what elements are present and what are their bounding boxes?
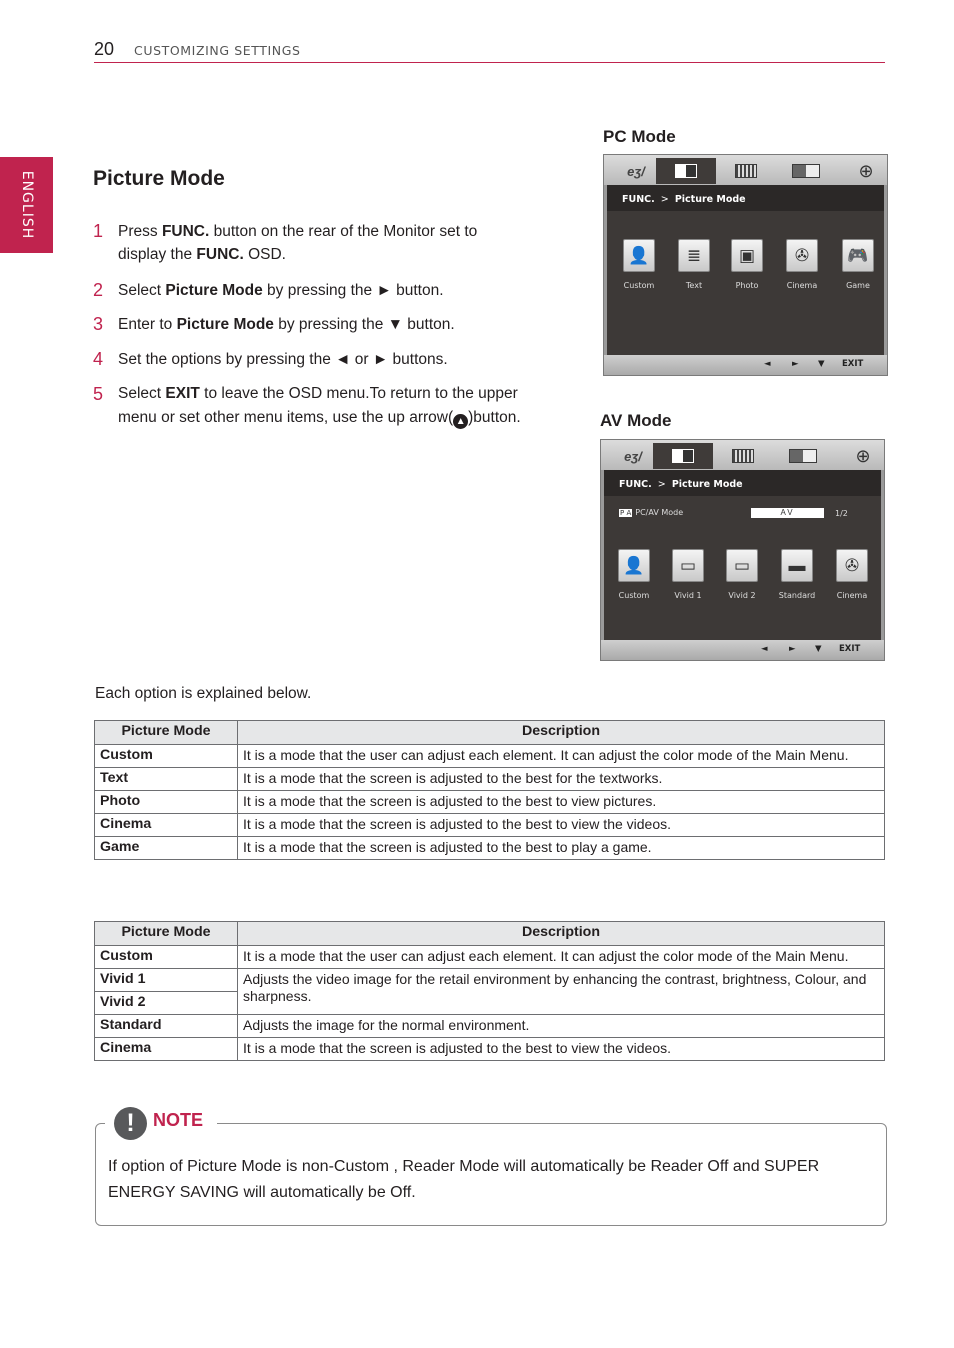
table-row: Vivid 2	[95, 992, 885, 1015]
osd-tab-bar	[601, 440, 884, 470]
table-header-row	[95, 721, 885, 745]
page-indicator: 1/2	[835, 509, 848, 518]
note-text: If option of Picture Mode is non-Custom , Reader Mode will automatically be Reader Off and SUPER ENERGY SAVING will automatically be Off.	[108, 1158, 820, 1201]
step-number: 1	[93, 221, 104, 241]
step-number: 4	[93, 349, 104, 369]
page-number: 20	[94, 39, 115, 59]
osd-item-custom[interactable]: 👤 Custom	[614, 239, 664, 290]
osd-item-photo[interactable]: ▣ Photo	[722, 239, 772, 290]
osd-breadcrumb: FUNC. > Picture Mode	[619, 479, 743, 490]
nav-left-button[interactable]: ◄	[761, 644, 768, 654]
osd-item-standard[interactable]: ▬ Standard	[772, 549, 822, 600]
osd-item-text[interactable]: ≣ Text	[669, 239, 719, 290]
column-header: Description	[238, 721, 885, 745]
menu-logo-icon: eʒ/	[624, 448, 642, 464]
grid-icon	[732, 449, 754, 463]
osd-tab-globe	[833, 443, 885, 469]
table-row: Photo It is a mode that the screen is adjusted to the best to view pictures.	[95, 791, 885, 814]
step-text: Press FUNC. button on the rear of the Monitor set to display the FUNC. OSD.	[118, 223, 478, 263]
monitor-icon: ▬	[781, 549, 813, 582]
document-icon: ≣	[678, 239, 710, 272]
table-row: Game It is a mode that the screen is adjusted to the best to play a game.	[95, 837, 885, 860]
step-text: Select Picture Mode by pressing the ► button.	[118, 282, 444, 299]
osd-tab-func	[656, 158, 716, 184]
column-header: Picture Mode	[95, 721, 238, 745]
step-5	[93, 382, 523, 430]
intro-text: Each option is explained below.	[95, 685, 312, 702]
osd-tab-func	[653, 443, 713, 469]
page-title: Picture Mode	[93, 167, 225, 190]
table-row: Text It is a mode that the screen is adjusted to the best for the textworks.	[95, 768, 885, 791]
picture-mode-icon	[675, 164, 697, 178]
step-number: 3	[93, 314, 104, 334]
pa-badge: P A	[620, 509, 632, 517]
language-tab-label: ENGLISH	[18, 170, 35, 240]
monitor-icon: ▭	[726, 549, 758, 582]
header-divider	[94, 62, 885, 63]
step-number: 5	[93, 384, 104, 404]
exit-button[interactable]: EXIT	[842, 359, 864, 369]
osd-nav-bar	[601, 640, 884, 660]
globe-icon: ⊕	[858, 160, 874, 181]
osd-tab-quality	[716, 158, 776, 184]
table-row: Vivid 1 Adjusts the video image for the retail environment by enhancing the contrast, brightness, Colour, and sharpness.	[95, 969, 885, 992]
table-row: Cinema It is a mode that the screen is adjusted to the best to view the videos.	[95, 814, 885, 837]
osd-item-vivid-2[interactable]: ▭ Vivid 2	[717, 549, 767, 600]
osd-item-vivid-1[interactable]: ▭ Vivid 1	[663, 549, 713, 600]
table-row: Custom It is a mode that the user can adjust each element. It can adjust the color mode of the Main Menu.	[95, 946, 885, 969]
table-row: Custom It is a mode that the user can adjust each element. It can adjust the color mode of the Main Menu.	[95, 745, 885, 768]
nav-left-button[interactable]: ◄	[764, 359, 771, 369]
column-header: Picture Mode	[95, 922, 238, 946]
dual-screen-icon	[792, 164, 820, 178]
up-arrow-icon: ▲	[453, 414, 468, 429]
osd-item-custom[interactable]: 👤 Custom	[609, 549, 659, 600]
osd-tab-globe	[836, 158, 888, 184]
step-text: Set the options by pressing the ◄ or ► buttons.	[118, 351, 448, 368]
pc-av-mode-value[interactable]: AV	[751, 508, 824, 518]
osd-tab-bar	[604, 155, 887, 185]
gamepad-icon: 🎮	[842, 239, 874, 272]
osd-tab-screen	[773, 443, 833, 469]
step-3	[93, 313, 523, 336]
step-text: Enter to Picture Mode by pressing the ▼ button.	[118, 316, 455, 333]
film-reel-icon: ✇	[786, 239, 818, 272]
step-1	[93, 220, 523, 266]
exclamation-icon: !	[114, 1107, 147, 1140]
nav-right-button[interactable]: ►	[789, 644, 796, 654]
av-mode-label: AV Mode	[600, 411, 672, 430]
person-icon: 👤	[623, 239, 655, 272]
osd-item-cinema[interactable]: ✇ Cinema	[777, 239, 827, 290]
column-header: Description	[238, 922, 885, 946]
av-mode-osd	[600, 439, 885, 661]
nav-down-button[interactable]: ▼	[815, 644, 822, 654]
av-mode-table	[94, 921, 885, 1061]
nav-down-button[interactable]: ▼	[818, 359, 825, 369]
osd-item-game[interactable]: 🎮 Game	[833, 239, 883, 290]
picture-icon: ▣	[731, 239, 763, 272]
osd-item-cinema[interactable]: ✇ Cinema	[827, 549, 877, 600]
pc-mode-osd	[603, 154, 888, 376]
exit-button[interactable]: EXIT	[839, 644, 861, 654]
table-row: Cinema It is a mode that the screen is adjusted to the best to view the videos.	[95, 1038, 885, 1061]
osd-breadcrumb: FUNC. > Picture Mode	[622, 194, 746, 205]
film-reel-icon: ✇	[836, 549, 868, 582]
section-title: CUSTOMIZING SETTINGS	[134, 43, 301, 58]
pc-mode-table	[94, 720, 885, 860]
table-header-row	[95, 922, 885, 946]
osd-nav-bar	[604, 355, 887, 375]
note-title: NOTE	[153, 1110, 204, 1130]
step-4	[93, 348, 523, 371]
globe-icon: ⊕	[855, 445, 871, 466]
dual-screen-icon	[789, 449, 817, 463]
picture-mode-icon	[672, 449, 694, 463]
pc-av-mode-row: P A PC/AV Mode	[620, 508, 684, 517]
menu-logo-icon: eʒ/	[627, 163, 645, 179]
language-tab	[0, 157, 53, 253]
osd-tab-quality	[713, 443, 773, 469]
pc-mode-label: PC Mode	[603, 127, 676, 146]
osd-tab-screen	[776, 158, 836, 184]
osd-panel	[604, 470, 881, 640]
monitor-icon: ▭	[672, 549, 704, 582]
grid-icon	[735, 164, 757, 178]
step-2	[93, 279, 523, 302]
step-number: 2	[93, 280, 104, 300]
step-text: Select EXIT to leave the OSD menu.To return to the upper menu or set other menu items, use the up arrow( ▲ )button.	[118, 385, 521, 427]
table-row: Standard Adjusts the image for the normal environment.	[95, 1015, 885, 1038]
person-icon: 👤	[618, 549, 650, 582]
osd-panel	[607, 185, 884, 355]
nav-right-button[interactable]: ►	[792, 359, 799, 369]
